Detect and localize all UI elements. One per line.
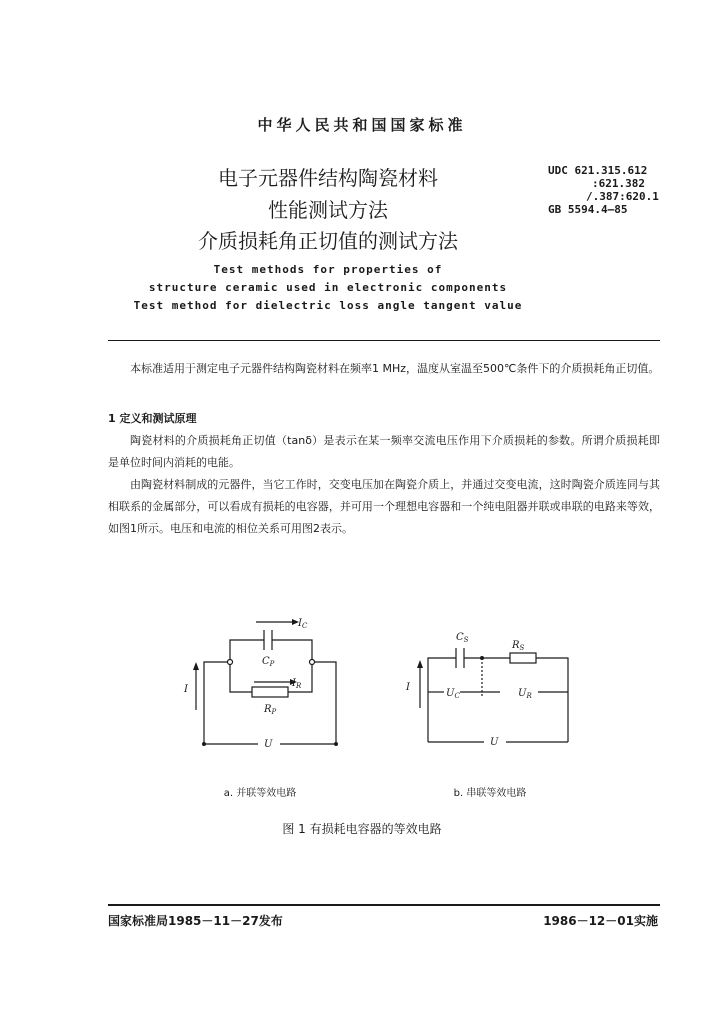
cp-label: C <box>262 656 270 667</box>
ic-subscript: C <box>301 622 308 630</box>
cs-subscript: S <box>463 636 469 644</box>
cs-label: C <box>456 632 464 643</box>
svg-text:UC <box>446 688 460 700</box>
section-1-title: 1 定义和测试原理 <box>108 412 197 425</box>
cp-subscript: P <box>269 660 275 668</box>
i-label: I <box>184 684 188 695</box>
top-rule <box>108 340 660 341</box>
svg-text:CP <box>262 656 275 668</box>
bottom-rule <box>108 904 660 906</box>
parallel-circuit-diagram <box>180 600 360 760</box>
paragraph-2: 由陶瓷材料制成的元器件，当它工作时，交变电压加在陶瓷介质上，并通过交变电流，这时陶瓷介质连同与其相联系的金属部分，可以看成有损耗的电容器，并可用一个理想电容器和一个纯电阻器并联或串联的电路来等效，如图1所示。电压和电流的相位关系可用图2表示。 <box>108 478 660 535</box>
svg-text:RP <box>263 704 277 716</box>
classification-codes <box>548 164 718 216</box>
svg-text:UR <box>518 688 532 700</box>
u-label-series: U <box>490 737 499 748</box>
title-en-line1: Test methods for properties of <box>213 263 443 276</box>
title-cn-line1: 电子元器件结构陶瓷材料 <box>218 166 438 190</box>
standard-org-header: 中华人民共和国国家标准 <box>257 116 467 134</box>
ur-label: U <box>518 688 527 699</box>
ic-label: I <box>298 618 302 629</box>
rs-subscript: S <box>519 644 525 652</box>
i-label-series: I <box>406 682 410 693</box>
udc-line3: /.387:620.1 <box>586 190 659 203</box>
uc-subscript: C <box>454 692 460 700</box>
rs-label: R <box>512 640 520 651</box>
svg-text:IC <box>297 618 308 630</box>
caption-series: b. 串联等效电路 <box>453 788 527 799</box>
series-circuit-diagram <box>400 622 600 752</box>
issue-date: 国家标准局1985－11－27发布 <box>108 914 283 928</box>
gb-number: GB 5594.4—85 <box>548 203 628 216</box>
ir-label: I <box>292 678 296 689</box>
ir-subscript: R <box>295 682 302 690</box>
caption-parallel: a. 并联等效电路 <box>223 788 297 799</box>
udc-line1: UDC 621.315.612 <box>548 164 648 177</box>
paragraph-1: 陶瓷材料的介质损耗角正切值（tanδ）是表示在某一频率交流电压作用下介质损耗的参数。所谓介质损耗即是单位时间内消耗的电能。 <box>108 434 660 469</box>
intro-paragraph: 本标准适用于测定电子元器件结构陶瓷材料在频率1 MHz，温度从室温至500℃条件下的介质损耗角正切值。 <box>130 362 660 375</box>
title-cn-line2: 性能测试方法 <box>268 198 388 222</box>
uc-label: U <box>446 688 455 699</box>
rp-subscript: P <box>271 708 277 716</box>
title-cn-line3: 介质损耗角正切值的测试方法 <box>198 229 458 253</box>
svg-text:CS <box>456 632 469 644</box>
svg-text:RS <box>511 640 525 652</box>
title-en-line2: structure ceramic used in electronic components <box>148 281 508 294</box>
u-label-parallel: U <box>264 739 273 750</box>
rp-label: R <box>264 704 272 715</box>
figure-title: 图 1 有损耗电容器的等效电路 <box>282 822 442 836</box>
svg-text:IR <box>291 678 302 690</box>
title-en-line3: Test method for dielectric loss angle tangent value <box>133 299 523 312</box>
effective-date: 1986－12－01实施 <box>543 914 658 928</box>
ur-subscript: R <box>526 692 532 700</box>
udc-line2: :621.382 <box>592 177 645 190</box>
